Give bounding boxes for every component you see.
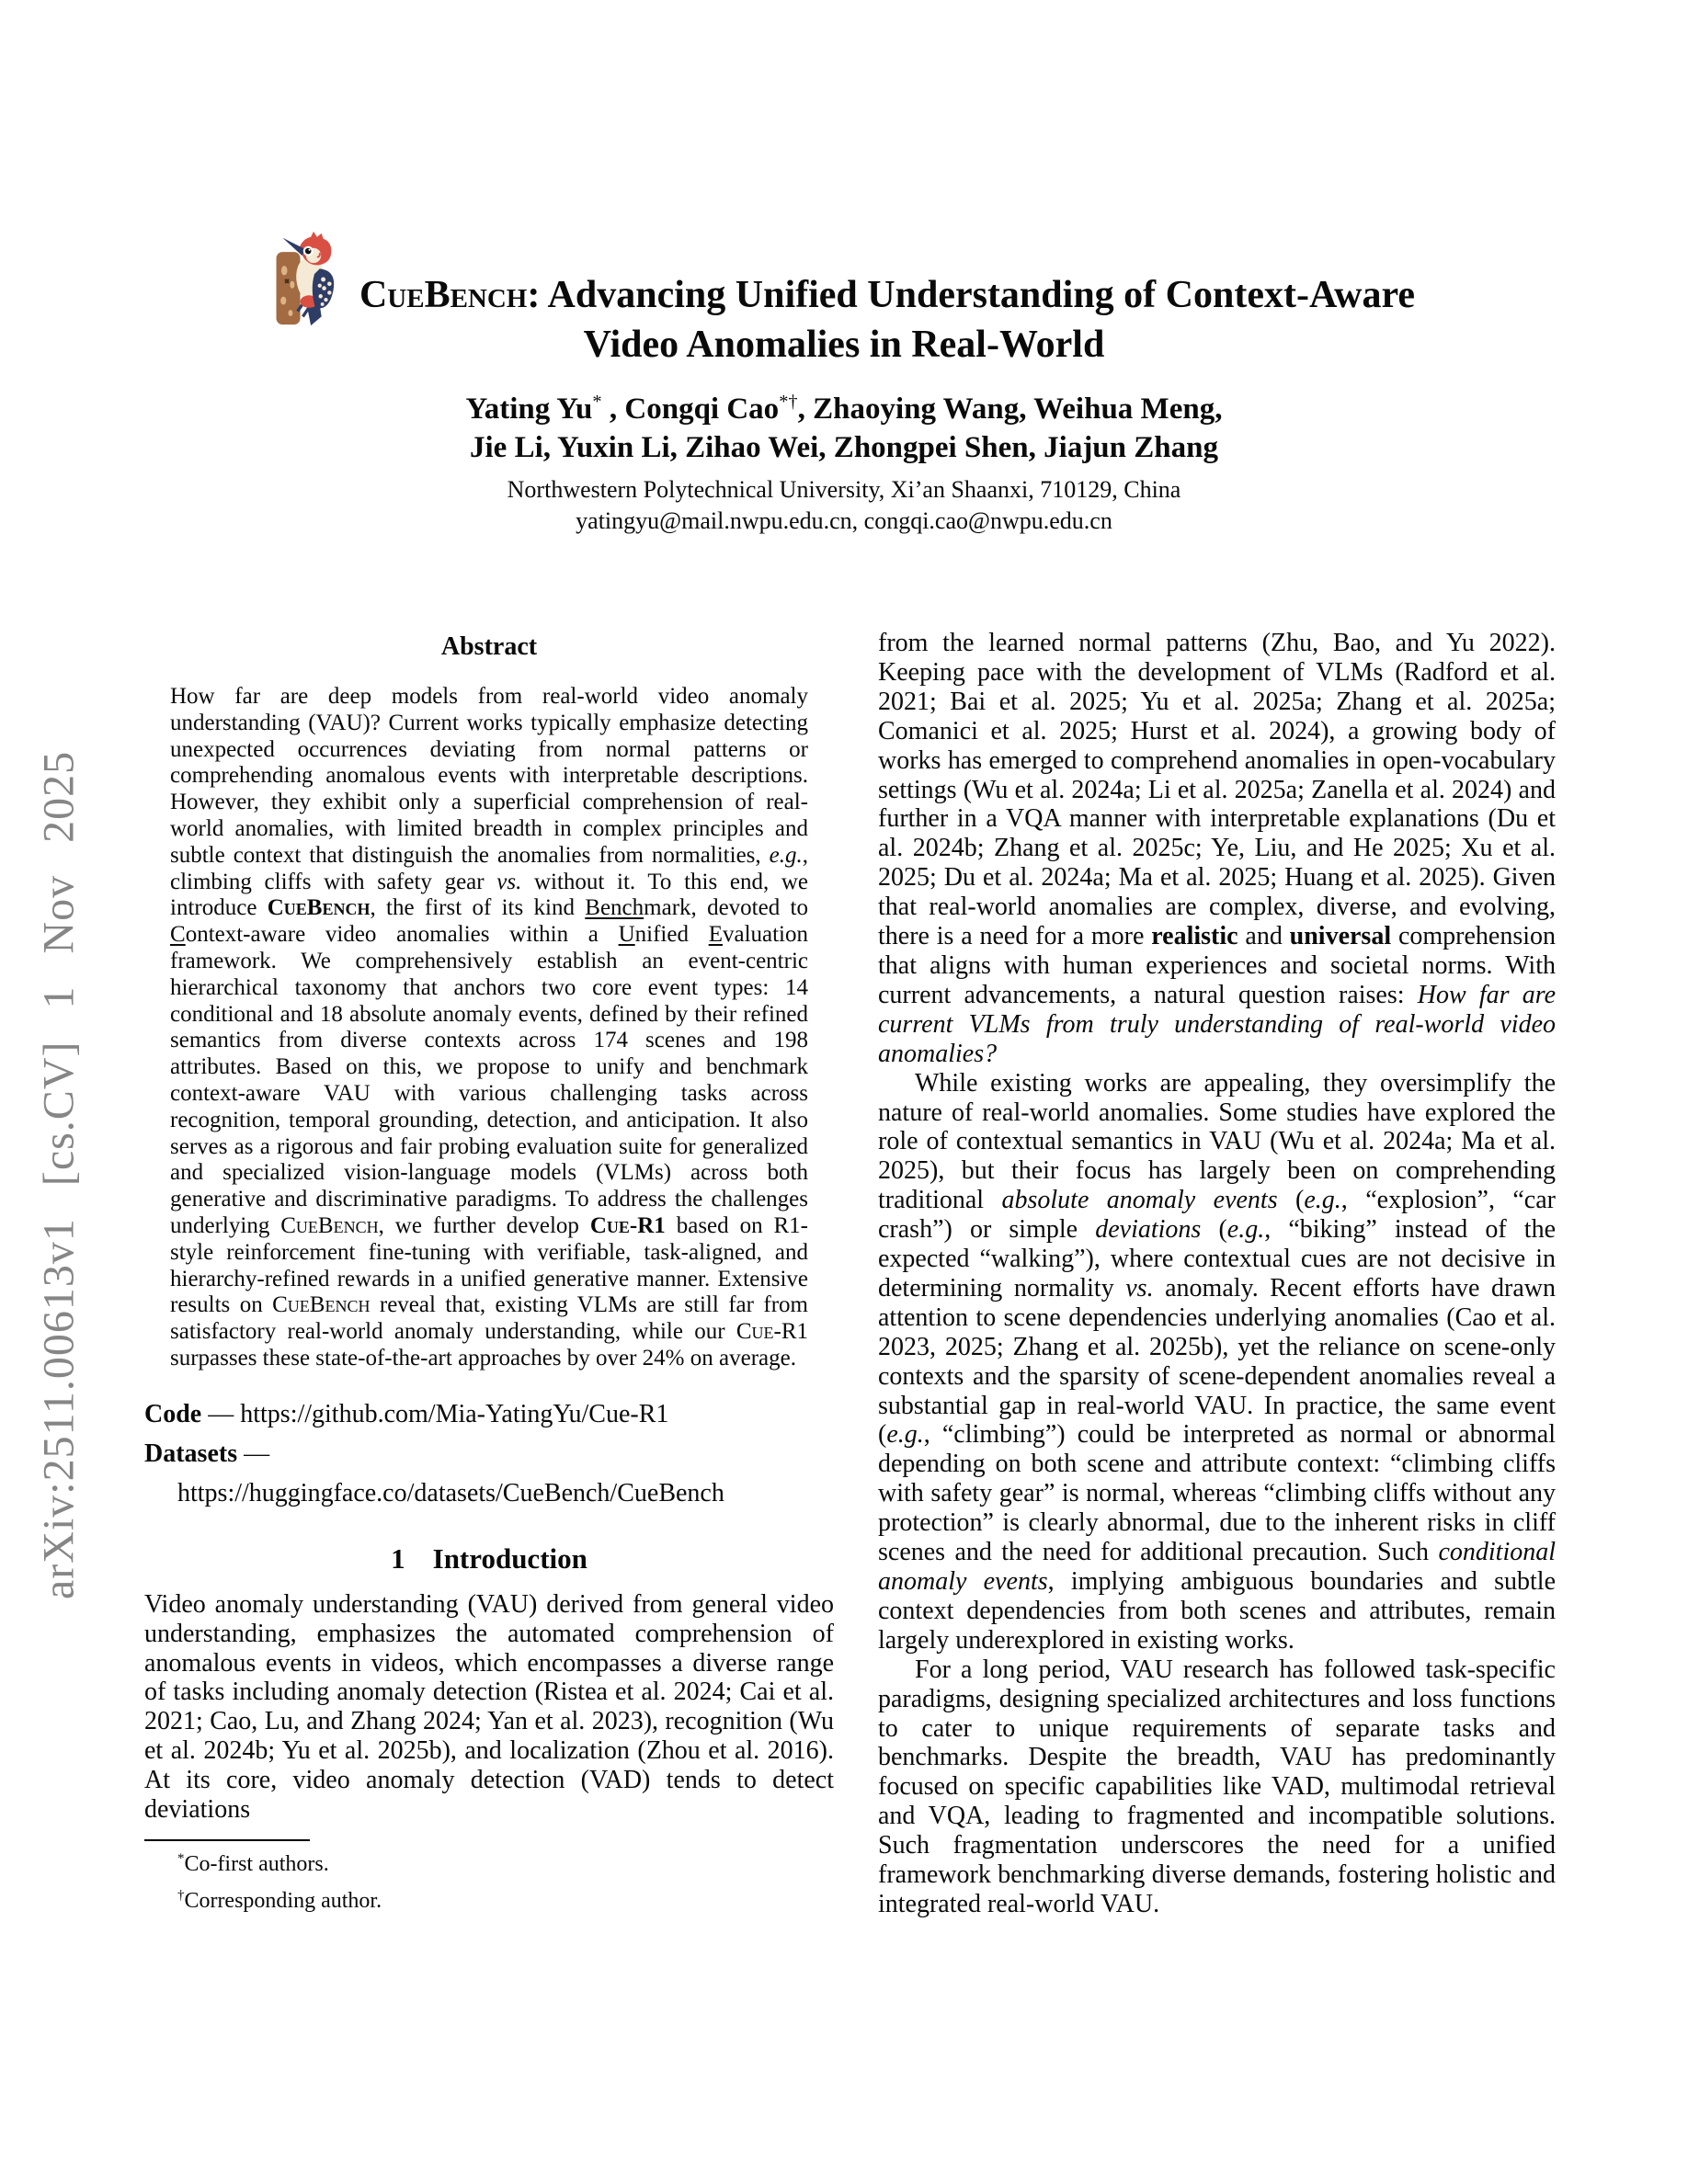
paper-title-line2: Video Anomalies in Real-World — [583, 324, 1105, 366]
section-heading-introduction — [144, 1542, 834, 1575]
arxiv-watermark: arXiv:2511.00613v1 [cs.CV] 1 Nov 2025 — [34, 750, 84, 1599]
footnote-corresponding-author: †Corresponding author. — [177, 1887, 382, 1913]
authors-line-1: Yating Yu* , Congqi Cao*†, Zhaoying Wang, Weihua Meng, — [465, 392, 1223, 426]
datasets-separator: — — [237, 1439, 270, 1468]
datasets-url-line — [177, 1479, 834, 1507]
datasets-line — [144, 1439, 834, 1468]
title-line-1 — [0, 230, 1688, 318]
intro-paragraph-right-3: For a long period, VAU research has followed task-specific paradigms, designing specialized architectures and loss functions to cater to unique requirements of separate tasks and benchmarks. Despite the breadth, VAU has predominantly focused on specific capabilities like VAD, multimodal retrieval and VQA, leading to fragmented and incompatible solutions. Such fragmentation underscores the need for a unified framework benchmarking diverse demands, fostering holistic and integrated real-world VAU. — [878, 1655, 1556, 1918]
woodpecker-logo-icon — [273, 230, 354, 327]
intro-paragraph-left: Video anomaly understanding (VAU) derived from general video understanding, emphasizes the automated comprehension of anomalous events in videos, which encompasses a diverse range of tasks including anomaly detection (Ristea et al. 2024; Cai et al. 2021; Cao, Lu, and Zhang 2024; Yan et al. 2023), recognition (Wu et al. 2024b; Yu et al. 2025b), and localization (Zhou et al. 2016). At its core, video anomaly detection (VAD) tends to detect deviations — [144, 1589, 834, 1825]
paper-title-line1: CueBench: Advancing Unified Understanding of Context-Aware — [359, 274, 1416, 316]
abstract-heading: Abstract — [440, 632, 538, 661]
authors-line-2: Jie Li, Yuxin Li, Zihao Wei, Zhongpei Shen, Jiajun Zhang — [470, 431, 1218, 464]
intro-paragraph-right-1: from the learned normal patterns (Zhu, Bao, and Yu 2022). Keeping pace with the development of VLMs (Radford et al. 2021; Bai et al. 2025; Yu et al. 2025a; Zhang et al. 2025a; Comanici et al. 2025; Hurst et al. 2024), a growing body of works has emerged to comprehend anomalies in open-vocabulary settings (Wu et al. 2024a; Li et al. 2025a; Zanella et al. 2024) and further in a VQA manner with interpretable explanations (Du et al. 2024b; Zhang et al. 2025c; Ye, Liu, and He 2025; Xu et al. 2025; Du et al. 2024a; Ma et al. 2025; Huang et al. 2025). Given that real-world anomalies are complex, diverse, and evolving, there is a need for a more realistic and universal comprehension that aligns with human experiences and societal norms. With current advancements, a natural question raises: How far are current VLMs from truly understanding of real-world video anomalies? — [878, 629, 1557, 1068]
code-label: Code — [144, 1399, 202, 1428]
code-separator: — — [201, 1399, 241, 1428]
datasets-url-link[interactable]: https://huggingface.co/datasets/CueBench/CueBench — [177, 1478, 724, 1507]
code-line — [144, 1400, 834, 1428]
abstract-body: How far are deep models from real-world video anomaly understanding (VAU)? Current works typically emphasize detecting unexpected occurrences deviating from normal patterns or comprehending anomalous events with interpretable descriptions. However, they exhibit only a superficial comprehension of real-world anomalies, with limited breadth in complex principles and subtle context that distinguish the anomalies from normalities, e.g., climbing cliffs with safety gear vs. without it. To this end, we introduce CueBench, the first of its kind Benchmark, devoted to Context-aware video anomalies within a Unified Evaluation framework. We comprehensively establish an event-centric hierarchical taxonomy that anchors two core event types: 14 conditional and 18 absolute anomaly events, defined by their refined semantics from diverse contexts across 174 scenes and 198 attributes. Based on this, we propose to unify and benchmark context-aware VAU with various challenging tasks across recognition, temporal grounding, detection, and anticipation. It also serves as a rigorous and fair probing evaluation suite for generalized and specialized vision-language models (VLMs) across both generative and discriminative paradigms. To address the challenges underlying CueBench, we further develop Cue-R1 based on R1-style reinforcement fine-tuning with verifiable, task-aligned, and hierarchy-refined rewards in a unified generative manner. Extensive results on CueBench reveal that, existing VLMs are still far from satisfactory real-world anomaly understanding, while our Cue-R1 surpasses these state-of-the-art approaches by over 24% on average. — [170, 684, 809, 1371]
paper-header — [0, 230, 1688, 537]
affiliation: Northwestern Polytechnical University, Xi’an Shaanxi, 710129, China — [507, 476, 1181, 503]
intro-paragraph-right-2: While existing works are appealing, they oversimplify the nature of real-world anomalies. Some studies have explored the role of contextual semantics in VAU (Wu et al. 2024a; Ma et al. 2025), but their focus has largely been on comprehending traditional absolute anomaly events (e.g., “explosion”, “car crash”) or simple deviations (e.g., “biking” instead of the expected “walking”), where contextual cues are not decisive in determining normality vs. anomaly. Recent efforts have drawn attention to scene dependencies underlying anomalies (Cao et al. 2023, 2025; Zhang et al. 2025b), yet the reliance on scene-only contexts and the sparsity of scene-dependent anomalies reveal a substantial gap in real-world VAU. In practice, the same event (e.g., “climbing”) could be interpreted as normal or abnormal depending on both scene and attribute context: “climbing cliffs with safety gear” is normal, whereas “climbing cliffs without any protection” is clearly abnormal, due to the inherent risks in cliff scenes and the need for additional precaution. Such conditional anomaly events, implying ambiguous boundaries and subtle context dependencies from both scenes and attributes, remain largely underexplored in existing works. — [878, 1068, 1557, 1655]
right-column — [878, 629, 1556, 1919]
footnote-rule — [144, 1839, 310, 1841]
footnote-co-first-authors: *Co-first authors. — [177, 1850, 329, 1876]
links-block — [144, 1400, 834, 1507]
left-column — [144, 618, 834, 1924]
datasets-label: Datasets — [144, 1439, 238, 1468]
author-emails: yatingyu@mail.nwpu.edu.cn, congqi.cao@nwpu.edu.cn — [576, 507, 1112, 534]
code-url-link[interactable]: https://github.com/Mia-YatingYu/Cue-R1 — [240, 1399, 669, 1428]
section-title: Introduction — [432, 1541, 587, 1575]
section-number: 1 — [391, 1541, 405, 1575]
authors-block — [0, 390, 1688, 467]
